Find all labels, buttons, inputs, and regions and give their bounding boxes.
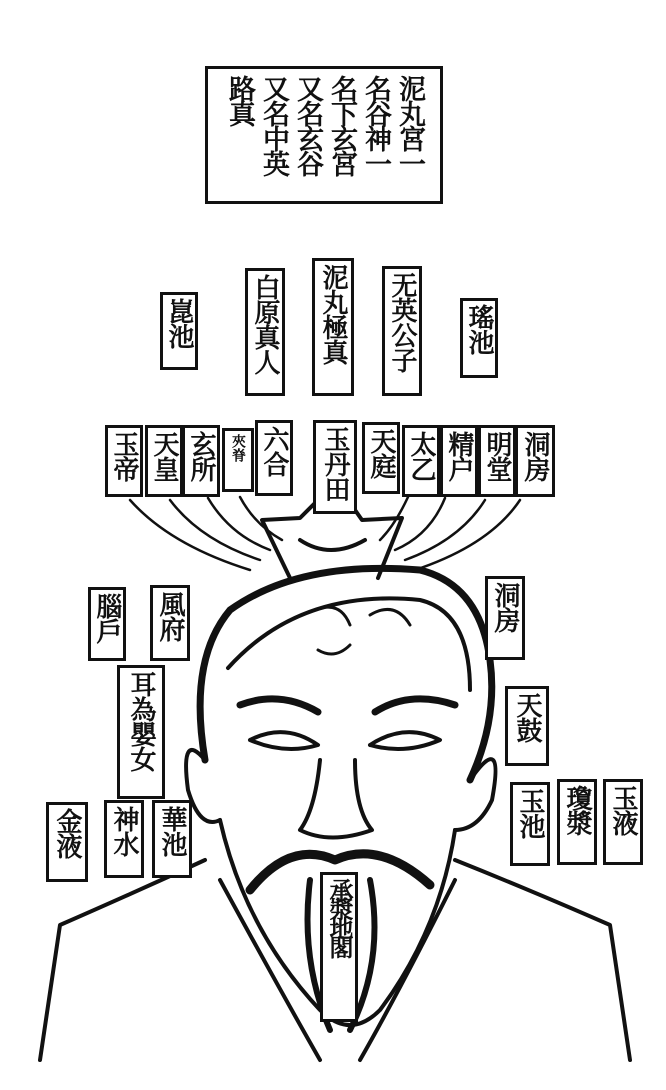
title-line: 泥丸宮一 <box>394 75 425 175</box>
right-ear <box>455 759 496 830</box>
label-sizhi: 精户 <box>440 425 478 497</box>
title-line: 路真 <box>224 75 255 125</box>
right-eyebrow <box>375 699 455 712</box>
label-baiyuan: 白原真人 <box>245 268 285 396</box>
label-naohu: 腦戶 <box>88 587 126 661</box>
label-erwei: 耳為嬰女 <box>117 665 165 799</box>
label-kunchi: 崑池 <box>160 292 198 370</box>
label-tianting: 天庭 <box>362 422 400 494</box>
title-block <box>205 66 443 204</box>
label-mingtang: 明堂 <box>478 425 516 497</box>
label-tianhuang: 天皇 <box>145 425 183 497</box>
label-xuansuo: 玄所 <box>182 425 220 497</box>
title-line: 名谷神一 <box>360 75 391 175</box>
label-dongfang: 洞房 <box>515 425 555 497</box>
right-eye <box>370 732 440 749</box>
left-eye <box>250 732 318 749</box>
label-jinye: 金液 <box>46 802 88 882</box>
label-dongfang2: 洞房 <box>485 576 525 660</box>
label-yudantian: 玉丹田 <box>313 420 357 514</box>
title-line: 名下玄宮 <box>326 75 357 175</box>
label-yuye: 玉液 <box>603 779 643 865</box>
label-niwan: 泥丸極真 <box>312 258 354 396</box>
title-line: 又名玄谷 <box>292 75 323 175</box>
label-qiongjiang: 瓊漿 <box>557 779 597 865</box>
label-fengfu: 風府 <box>150 585 190 661</box>
nose <box>300 760 372 838</box>
label-tiangu: 天鼓 <box>505 686 549 766</box>
label-small: 夾脊 <box>222 428 254 492</box>
label-liuhe: 六合 <box>255 420 293 496</box>
label-yudi: 玉帝 <box>105 425 143 497</box>
label-wuying: 无英公子 <box>382 266 422 396</box>
label-chengjiang: 承漿地閣 <box>320 872 358 1022</box>
title-line: 又名中英 <box>258 75 289 175</box>
forehead-marks <box>315 607 410 654</box>
label-yaochi: 瑤池 <box>460 298 498 378</box>
left-eyebrow <box>240 699 318 712</box>
label-huachi: 華池 <box>152 800 192 878</box>
label-yuchi: 玉池 <box>510 782 550 866</box>
label-taiyi: 太乙 <box>402 425 440 497</box>
label-shenshui: 神水 <box>104 800 144 878</box>
